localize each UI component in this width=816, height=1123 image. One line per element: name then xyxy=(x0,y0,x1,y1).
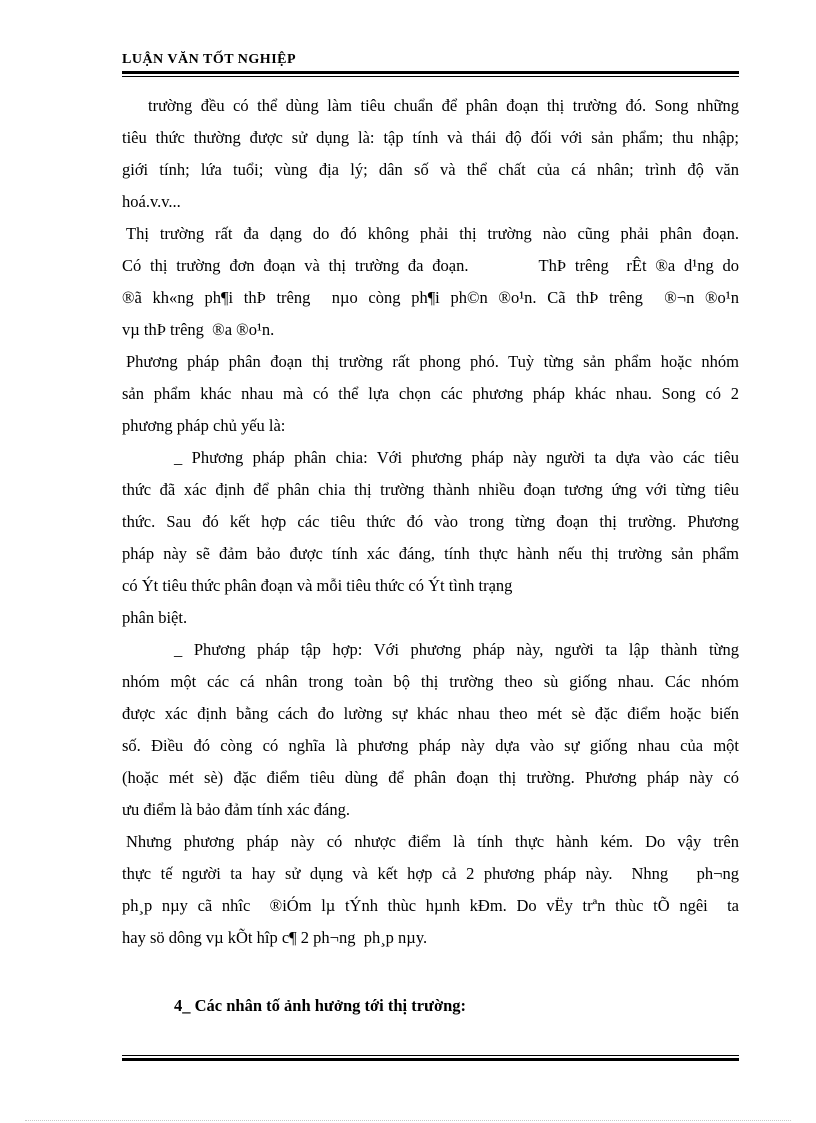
section-heading: 4_ Các nhân tố ảnh hưởng tới thị trường: xyxy=(174,996,467,1015)
text-line: thực tế người ta hay sử dụng và kết hợp cả 2 phương pháp này. Nhng ph¬ng xyxy=(122,864,739,883)
text-line: phương pháp chủ yếu là: xyxy=(122,416,286,435)
text-line: được xác định bằng cách đo lường sự khác nhau theo mét sè đặc điểm hoặc biến xyxy=(122,704,739,723)
text-line: _ Phương pháp phân chia: Với phương pháp này người ta dựa vào các tiêu xyxy=(174,448,739,467)
document-body xyxy=(122,90,739,954)
text-line: vµ thÞ trêng ®a ®o¹n. xyxy=(122,320,275,339)
text-line: phân biệt. xyxy=(122,608,188,627)
text-line: pháp này sẽ đảm bảo được tính xác đáng, tính thực hành nếu thị trường sản phẩm xyxy=(122,544,739,563)
text-line: thức. Sau đó kết hợp các tiêu thức đó vào trong từng đoạn thị trường. Phương xyxy=(122,512,739,531)
footer-rule-thick xyxy=(122,1058,739,1061)
paragraph-3 xyxy=(122,346,739,442)
paragraph-2 xyxy=(122,218,739,346)
text-line: ph¸p nµy cã nhîc ®iÓm lµ tÝnh thùc hµnh kÐm. Do vËy trªn thùc tÕ ngêi ta xyxy=(122,896,739,915)
header-rule-thin xyxy=(122,76,739,77)
text-line: ưu điểm là bảo đảm tính xác đáng. xyxy=(122,800,350,819)
text-line: số. Điều đó còng có nghĩa là phương pháp này dựa vào sự giống nhau của một xyxy=(122,736,739,755)
text-line: giới tính; lứa tuổi; vùng địa lý; dân số và thể chất của cá nhân; trình độ văn xyxy=(122,160,739,179)
paragraph-4 xyxy=(122,442,739,634)
footer-rule-thin xyxy=(122,1055,739,1056)
paragraph-6 xyxy=(122,826,739,954)
text-line: sản phẩm khác nhau mà có thể lựa chọn các phương pháp khác nhau. Song có 2 xyxy=(122,384,739,403)
page-header-title: LUẬN VĂN TỐT NGHIỆP xyxy=(122,52,297,67)
text-line: nhóm một các cá nhân trong toàn bộ thị trường theo sù giống nhau. Các nhóm xyxy=(122,672,739,691)
text-line: Phương pháp phân đoạn thị trường rất phong phó. Tuỳ từng sản phẩm hoặc nhóm xyxy=(126,352,739,371)
text-line: có Ýt tiêu thức phân đoạn và mỗi tiêu thức có Ýt tình trạng xyxy=(122,576,513,595)
text-line: hay sö dông vµ kÕt hîp c¶ 2 ph¬ng ph¸p nµy. xyxy=(122,928,428,947)
text-line: tiêu thức thường được sử dụng là: tập tính và thái độ đối với sản phẩm; thu nhập; xyxy=(122,128,739,147)
text-line: _ Phương pháp tập hợp: Với phương pháp này, người ta lập thành từng xyxy=(174,640,739,659)
text-line: ®ã kh«ng ph¶i thÞ trêng nµo còng ph¶i ph©n ®o¹n. Cã thÞ trêng ®¬n ®o¹n xyxy=(122,288,739,307)
text-line: Thị trường rất đa dạng do đó không phải thị trường nào cũng phải phân đoạn. xyxy=(126,224,739,243)
paragraph-1 xyxy=(122,90,739,218)
text-line: hoá.v.v... xyxy=(122,192,181,211)
text-line: (hoặc mét sè) đặc điểm tiêu dùng để phân đoạn thị trường. Phương pháp này có xyxy=(122,768,739,787)
header-rule-thick xyxy=(122,71,739,74)
page-edge-divider xyxy=(25,1120,791,1121)
text-line: Nhưng phương pháp này có nhược điểm là tính thực hành kém. Do vậy trên xyxy=(126,832,739,851)
text-line: trường đều có thể dùng làm tiêu chuẩn để phân đoạn thị trường đó. Song những xyxy=(148,96,739,115)
text-line: Có thị trường đơn đoạn và thị trường đa đoạn. ThÞ trêng rÊt ®a d¹ng do xyxy=(122,256,739,275)
text-line: thức đã xác định để phân chia thị trường thành nhiều đoạn tương ứng với từng tiêu xyxy=(122,480,739,499)
paragraph-5 xyxy=(122,634,739,826)
